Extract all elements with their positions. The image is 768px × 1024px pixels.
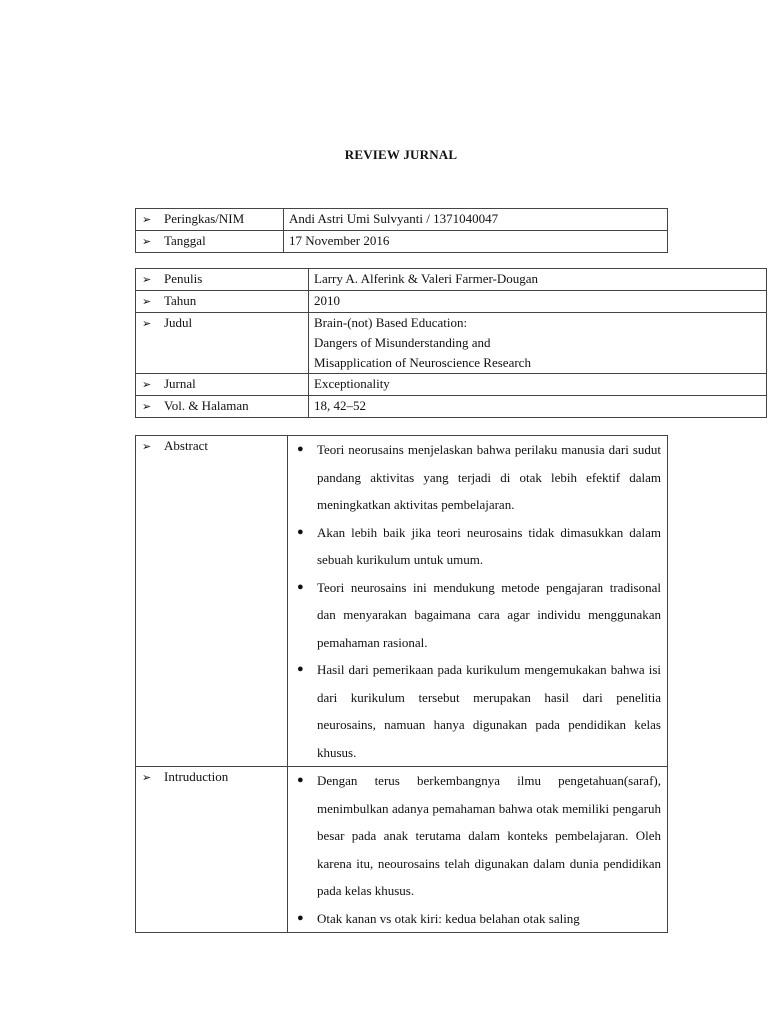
table-row xyxy=(136,231,668,253)
list-item xyxy=(291,905,661,933)
list-item-text: Hasil dari pemerikaan pada kurikulum mengemukakan bahwa isi dari kurikulum tersebut merupakan hasil dari penelitia neurosains, namuan hanya digunakan pada pendidikan kelas khusus. xyxy=(317,662,661,760)
row-label-cell xyxy=(136,269,309,291)
row-value: Larry A. Alferink & Valeri Farmer-Dougan xyxy=(309,269,767,291)
row-value: 18, 42–52 xyxy=(309,396,767,418)
arrow-bullet-icon: ➢ xyxy=(142,274,152,286)
document-title: REVIEW JURNAL xyxy=(344,147,458,162)
title-line: Misapplication of Neuroscience Research xyxy=(314,355,531,370)
bullet-icon: ● xyxy=(297,443,304,455)
list-item xyxy=(291,519,661,574)
bullet-icon: ● xyxy=(297,580,304,593)
table-row xyxy=(136,313,767,374)
table-row xyxy=(136,269,767,291)
list-item-text: Dengan terus berkembangnya ilmu pengetahuan(saraf), menimbulkan adanya pemahaman bahwa otak memiliki pengaruh besar pada anak terutama dalam konteks pembelajaran. Oleh karena itu, neourosains telah digunakan dalam dunia pendidikan pada kelas khusus. xyxy=(317,773,661,898)
row-label-cell xyxy=(136,313,309,374)
arrow-bullet-icon: ➢ xyxy=(142,296,152,308)
bullet-icon: ● xyxy=(297,525,304,538)
row-value: 17 November 2016 xyxy=(284,231,668,253)
row-label: Jurnal xyxy=(164,376,196,391)
table-row xyxy=(136,396,767,418)
section-label-cell xyxy=(136,767,288,933)
list-item xyxy=(291,767,661,905)
bullet-icon: ● xyxy=(297,911,304,924)
row-label-cell xyxy=(136,396,309,418)
row-label-cell xyxy=(136,291,309,313)
section-label: Abstract xyxy=(164,438,209,453)
row-label-cell xyxy=(136,374,309,396)
row-label: Penulis xyxy=(164,271,203,286)
row-label: Vol. & Halaman xyxy=(164,398,249,413)
list-item-text: Akan lebih baik jika teori neurosains tidak dimasukkan dalam sebuah kurikulum untuk umum. xyxy=(317,524,661,567)
journal-info-table xyxy=(135,268,767,418)
table-row xyxy=(136,436,668,767)
title-line: Dangers of Misunderstanding and xyxy=(314,335,491,350)
section-label-cell xyxy=(136,436,288,767)
list-item-text: Teori neurosains ini mendukung metode pengajaran tradisonal dan menyarakan bagaimana cara agar individu menggunakan pemahaman rasional. xyxy=(317,579,661,650)
table-row xyxy=(136,767,668,933)
list-item xyxy=(291,656,661,766)
list-item xyxy=(291,436,661,519)
list-item xyxy=(291,574,661,657)
section-content xyxy=(288,767,668,933)
list-item-text: Teori neorusains menjelaskan bahwa perilaku manusia dari sudut pandang aktivitas yang terjadi di otak lebih efektif dalam meningkatkan aktivitas pembelajaran. xyxy=(317,442,661,512)
table-row xyxy=(136,209,668,231)
table-row xyxy=(136,291,767,313)
section-content xyxy=(288,436,668,767)
row-label: Peringkas/NIM xyxy=(164,211,245,226)
arrow-bullet-icon: ➢ xyxy=(142,441,152,453)
arrow-bullet-icon: ➢ xyxy=(142,214,152,226)
title-value xyxy=(309,313,767,374)
arrow-bullet-icon: ➢ xyxy=(142,236,152,248)
arrow-bullet-icon: ➢ xyxy=(142,401,152,413)
row-label: Judul xyxy=(164,315,193,330)
table-row xyxy=(136,374,767,396)
row-label: Tanggal xyxy=(164,233,206,248)
row-label: Tahun xyxy=(164,293,197,308)
review-table xyxy=(135,435,668,933)
row-value: Andi Astri Umi Sulvyanti / 1371040047 xyxy=(284,209,668,231)
bullet-icon: ● xyxy=(297,774,304,786)
row-value: Exceptionality xyxy=(309,374,767,396)
reviewer-table xyxy=(135,208,668,253)
arrow-bullet-icon: ➢ xyxy=(142,772,152,784)
arrow-bullet-icon: ➢ xyxy=(142,318,152,330)
row-label-cell xyxy=(136,209,284,231)
row-value: 2010 xyxy=(309,291,767,313)
bullet-list xyxy=(291,767,661,932)
bullet-list xyxy=(291,436,661,766)
list-item-text: Otak kanan vs otak kiri: kedua belahan otak saling xyxy=(317,910,580,926)
arrow-bullet-icon: ➢ xyxy=(142,379,152,391)
section-label: Intruduction xyxy=(164,769,229,784)
title-line: Brain-(not) Based Education: xyxy=(314,315,468,330)
row-label-cell xyxy=(136,231,284,253)
bullet-icon: ● xyxy=(297,663,304,675)
